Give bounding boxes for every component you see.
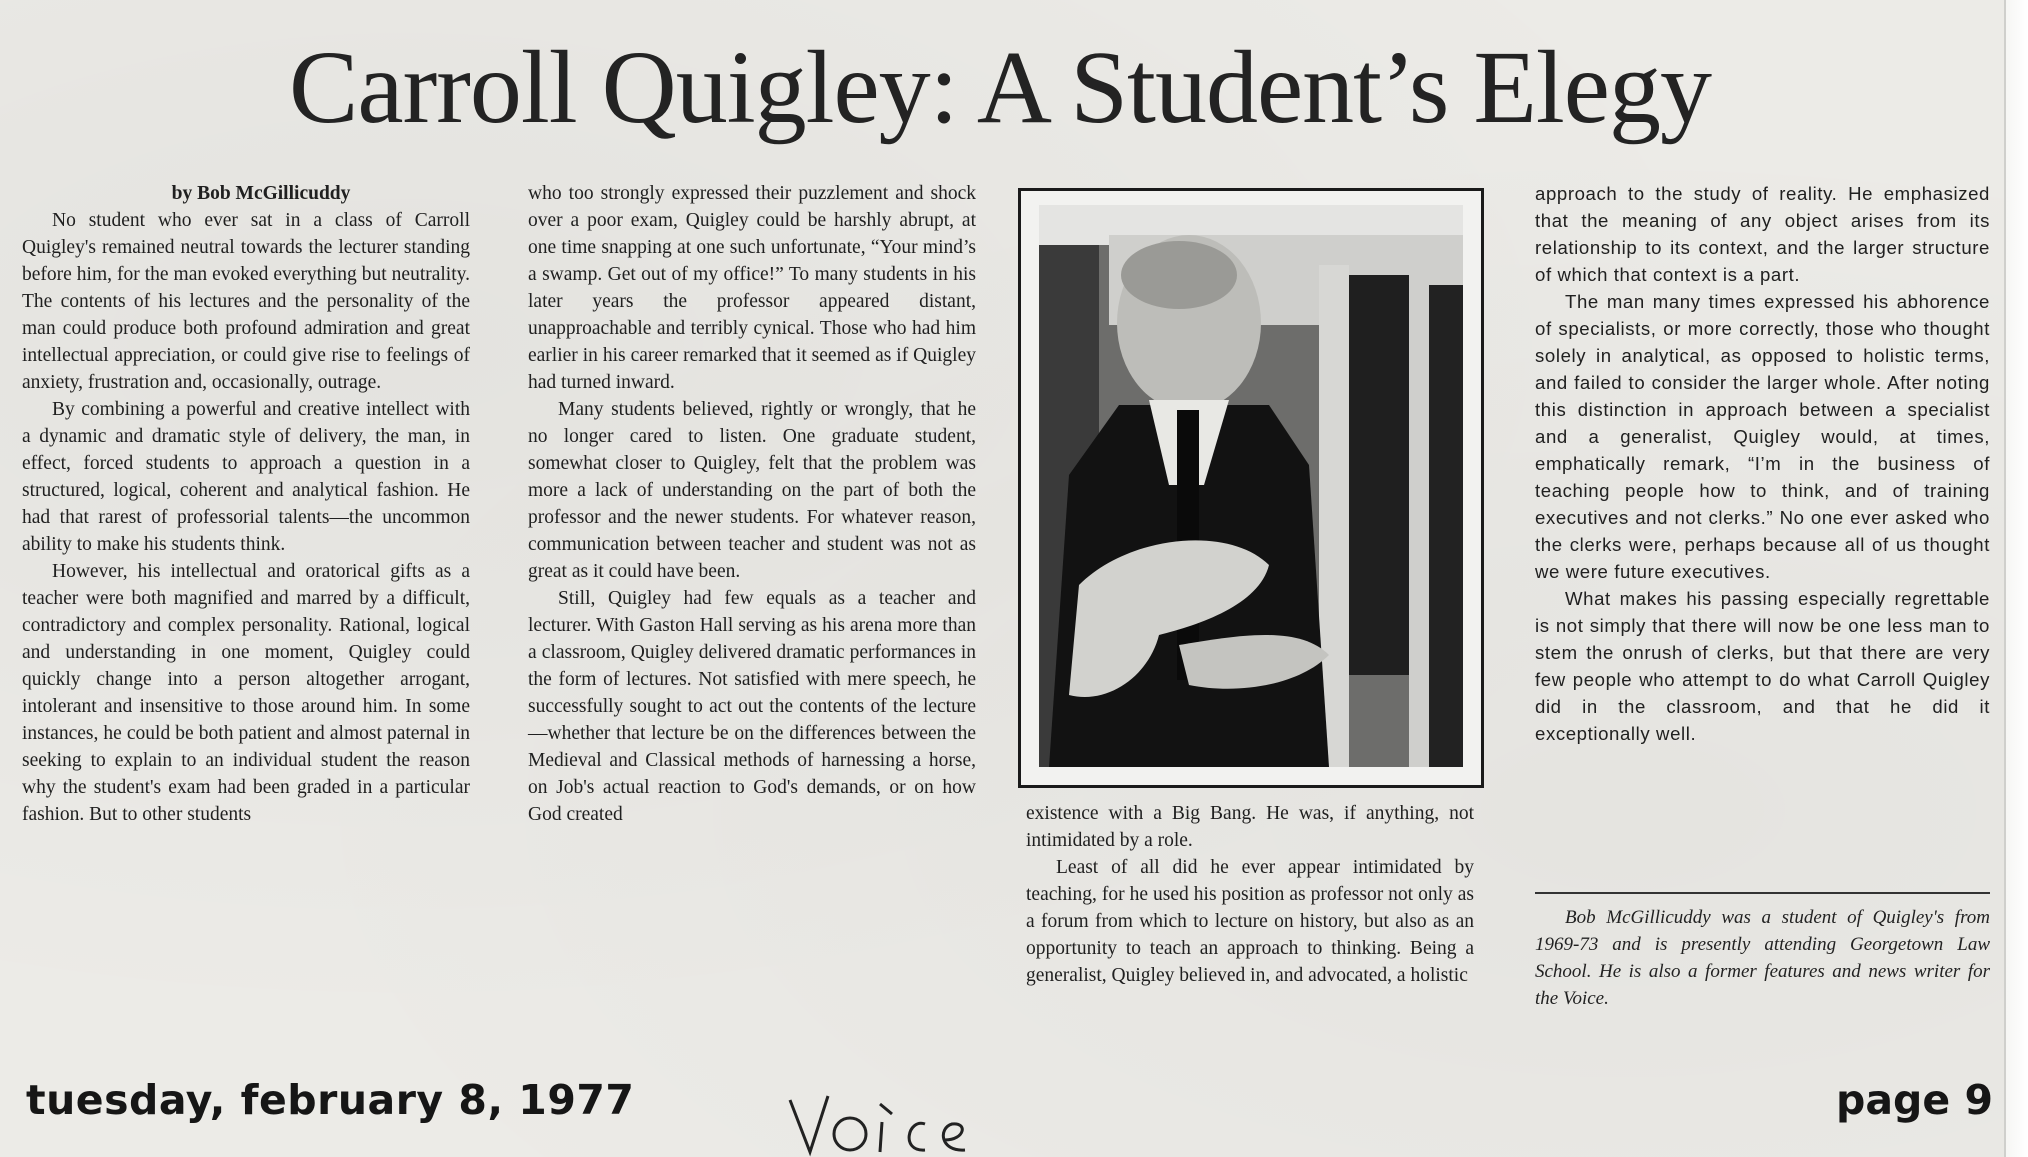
column-1: [22, 180, 470, 828]
paragraph: Still, Quigley had few equals as a teacher and lecturer. With Gaston Hall serving as his arena more than a classroom, Quigley delivered dramatic performances in the form of lectures. Not satisfied with mere speech, he successfully sought to act out the contents of the lecture—whether that lecture be on the differences between the Medieval and Classical methods of harnessing a horse, on Job's actual reaction to God's demands, or on how God created: [528, 588, 976, 825]
portrait-illustration: [1039, 205, 1463, 767]
column-4: [1535, 180, 1990, 747]
paragraph: Least of all did he ever appear intimidated by teaching, for he used his position as professor not only as a forum from which to lecture on history, but also as an opportunity to teach an approach to thinking. Being a generalist, Quigley believed in, and advocated, a holistic: [1026, 857, 1474, 986]
column-2: [528, 180, 976, 828]
page-edge: [2004, 0, 2028, 1157]
divider-rule: [1535, 892, 1990, 894]
paragraph: existence with a Big Bang. He was, if anything, not intimidated by a role.: [1026, 803, 1474, 851]
headline: Carroll Quigley: A Student’s Elegy: [289, 30, 1711, 145]
column-3: [1026, 800, 1474, 989]
footer-date: tuesday, february 8, 1977: [26, 1076, 635, 1124]
author-bio: [1535, 904, 1990, 1012]
byline: by Bob McGillicuddy: [171, 183, 351, 204]
paragraph: Many students believed, rightly or wrongly, that he no longer cared to listen. One graduate student, somewhat closer to Quigley, felt that the problem was more a lack of understanding on the part of both the professor and the newer students. For whatever reason, communication between teacher and student was not as great as it could have been.: [528, 399, 976, 582]
portrait-photo: [1039, 205, 1463, 767]
paragraph: However, his intellectual and oratorical gifts as a teacher were both magnified and marred by a difficult, contradictory and complex personality. Rational, logical and understanding in one moment, Quigley could quickly change into a person altogether arrogant, intolerant and insensitive to those around him. In some instances, he could be both patient and almost paternal in seeking to explain to an individual student the reason why the student's exam had been graded in a particular fashion. But to other students: [22, 561, 470, 825]
voice-logo: [780, 1082, 980, 1157]
paragraph: who too strongly expressed their puzzlement and shock over a poor exam, Quigley could be harshly abrupt, at one time snapping at one such unfortunate, “Your mind’s a swamp. Get out of my office!” To many students in his later years the professor appeared distant, unapproachable and terribly cynical. Those who had him earlier in his career remarked that it seemed as if Quigley had turned inward.: [528, 183, 976, 393]
paragraph: By combining a powerful and creative intellect with a dynamic and dramatic style of delivery, the man, in effect, forced students to approach a question in a structured, logical, coherent and analytical fashion. He had that rarest of professorial talents—the uncommon ability to make his students think.: [22, 399, 470, 555]
bio-text: Bob McGillicuddy was a student of Quigley's from 1969-73 and is presently attending Georgetown Law School. He is also a former features and news writer for the Voice.: [1535, 907, 1990, 1009]
paragraph: approach to the study of reality. He emphasized that the meaning of any object arises from its relationship to its context, and the larger structure of which that context is a part.: [1535, 183, 1990, 285]
paragraph: What makes his passing especially regrettable is not simply that there will now be one less man to stem the onrush of clerks, but that there are very few people who attempt to do what Carroll Quigley did in the classroom, and that he did it exceptionally well.: [1535, 588, 1990, 744]
paragraph: No student who ever sat in a class of Carroll Quigley's remained neutral towards the lecturer standing before him, for the man evoked everything but neutrality. The contents of his lectures and the personality of the man could produce both profound admiration and great intellectual appreciation, or could give rise to feelings of anxiety, frustration and, occasionally, outrage.: [22, 210, 470, 393]
footer-page-number: page 9: [1836, 1076, 1993, 1124]
photo-frame: [1018, 188, 1484, 788]
paragraph: The man many times expressed his abhorence of specialists, or more correctly, those who thought solely in analytical, as opposed to holistic terms, and failed to consider the larger whole. After noting this distinction in approach between a specialist and a generalist, Quigley would, at times, emphatically remark, “I’m in the business of teaching people how to think, and of training executives and not clerks.” No one ever asked who the clerks were, perhaps because all of us thought we were future executives.: [1535, 291, 1990, 582]
